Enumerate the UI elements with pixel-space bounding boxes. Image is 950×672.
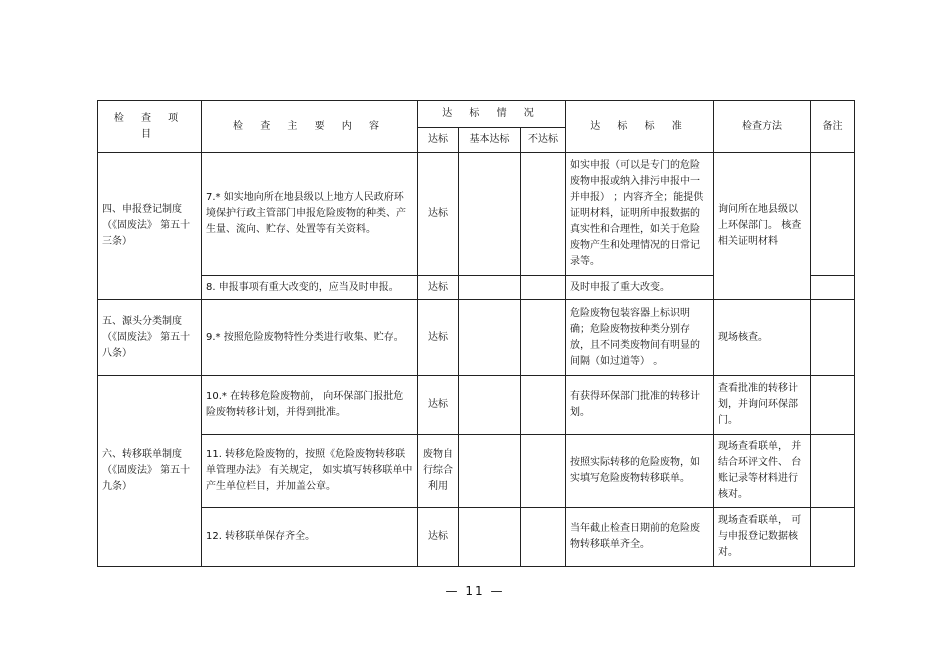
row-method: 查看批准的转移计划，并询问环保部门。	[714, 376, 811, 435]
table-row	[98, 435, 855, 508]
row-basic	[459, 276, 521, 300]
row-content: 8. 申报事项有重大改变的，应当及时申报。	[202, 276, 418, 300]
row-basic	[459, 153, 521, 276]
row-content: 7.* 如实地向所在地县级以上地方人民政府环境保护行政主管部门申报危险废物的种类、产生量、流向、贮存、处置等有关资料。	[202, 153, 418, 276]
row-standard: 危险废物包装容器上标识明确；危险废物按种类分别存放，且不同类废物间有明显的间隔（如过道等） 。	[566, 300, 714, 376]
row-basic	[459, 435, 521, 508]
table-row	[98, 376, 855, 435]
row-content: 12. 转移联单保存齐全。	[202, 508, 418, 567]
section-title: 四、申报登记制度（《固废法》 第五十三条）	[98, 153, 202, 300]
row-content: 9.* 按照危险废物特性分类进行收集、贮存。	[202, 300, 418, 376]
row-note	[811, 435, 855, 508]
row-note	[811, 300, 855, 376]
row-fail	[521, 376, 566, 435]
page-number: — 11 —	[445, 584, 505, 598]
row-status: 达标	[418, 508, 459, 567]
row-fail	[521, 435, 566, 508]
table-row	[98, 153, 855, 276]
row-status: 达标	[418, 300, 459, 376]
header-standard: 达 标 标 准	[566, 101, 714, 153]
row-fail	[521, 300, 566, 376]
row-note	[811, 376, 855, 435]
row-fail	[521, 508, 566, 567]
row-content: 11. 转移危险废物的，按照《危险废物转移联单管理办法》 有关规定， 如实填写转移联单中产生单位栏目，并加盖公章。	[202, 435, 418, 508]
row-status: 废物自行综合利用	[418, 435, 459, 508]
row-note	[811, 508, 855, 567]
header-note: 备注	[811, 101, 855, 153]
row-standard: 当年截止检查日期前的危险废物转移联单齐全。	[566, 508, 714, 567]
header-status-group: 达 标 情 况	[418, 101, 566, 128]
row-method: 现场查看联单， 并结合环评文件、 台账记录等材料进行核对。	[714, 435, 811, 508]
row-standard: 及时申报了重大改变。	[566, 276, 714, 300]
row-standard: 如实申报（可以是专门的危险废物申报或纳入排污申报中一并申报） ；内容齐全；能提供证明材料，证明所申报数据的真实性和合理性，如关于危险废物产生和处理情况的日常记录等。	[566, 153, 714, 276]
section-method: 现场核查。	[714, 300, 811, 376]
header-sub-fail: 不达标	[521, 128, 566, 153]
row-standard: 按照实际转移的危险废物，如实填写危险废物转移联单。	[566, 435, 714, 508]
row-status: 达标	[418, 376, 459, 435]
header-sub-basic: 基本达标	[459, 128, 521, 153]
row-basic	[459, 376, 521, 435]
header-sub-pass: 达标	[418, 128, 459, 153]
header-row-1	[98, 101, 855, 128]
row-fail	[521, 276, 566, 300]
row-basic	[459, 300, 521, 376]
header-content: 检 查 主 要 内 容	[202, 101, 418, 153]
table-row	[98, 508, 855, 567]
row-content: 10.* 在转移危险废物前， 向环保部门报批危险废物转移计划，并得到批准。	[202, 376, 418, 435]
table-row	[98, 300, 855, 376]
row-note	[811, 276, 855, 300]
header-method: 检查方法	[714, 101, 811, 153]
row-basic	[459, 508, 521, 567]
header-item: 检 查 项 目	[98, 101, 202, 153]
row-fail	[521, 153, 566, 276]
section-method: 询问所在地县级以上环保部门。 核查相关证明材料	[714, 153, 811, 300]
section-title: 六、转移联单制度（《固废法》 第五十九条）	[98, 376, 202, 567]
row-note	[811, 153, 855, 276]
inspection-table	[97, 100, 855, 567]
row-standard: 有获得环保部门批准的转移计划。	[566, 376, 714, 435]
section-title: 五、源头分类制度（《固废法》 第五十八条）	[98, 300, 202, 376]
row-status: 达标	[418, 153, 459, 276]
row-method: 现场查看联单， 可与申报登记数据核对。	[714, 508, 811, 567]
row-status: 达标	[418, 276, 459, 300]
